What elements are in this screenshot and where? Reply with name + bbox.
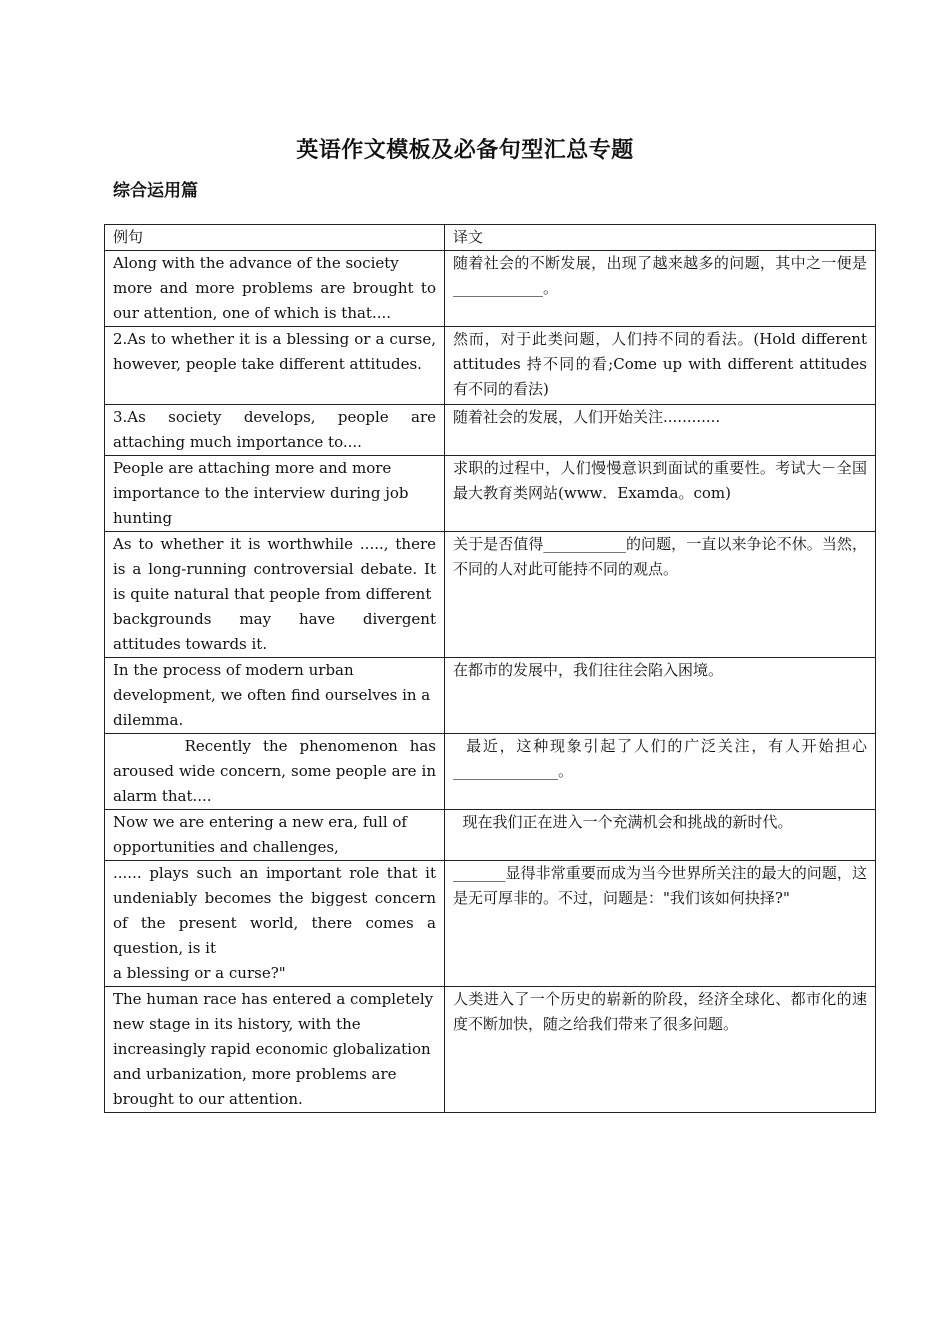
sentence-table xyxy=(104,224,876,1113)
example-cell: Recently the phenomenon has aroused wide concern, some people are in alarm that.... xyxy=(105,734,445,810)
translation-cell: 最近，这种现象引起了人们的广泛关注，有人开始担心______________。 xyxy=(445,734,876,810)
table-row xyxy=(105,251,876,327)
translation-cell: 然而，对于此类问题，人们持不同的看法。(Hold different attitudes 持不同的看;Come up with different attitudes 有不同的看法) xyxy=(445,327,876,405)
translation-cell: _______显得非常重要而成为当今世界所关注的最大的问题，这是无可厚非的。不过，问题是："我们该如何抉择?" xyxy=(445,861,876,987)
translation-cell: 求职的过程中，人们慢慢意识到面试的重要性。考试大－全国最大教育类网站(www．Examda。com) xyxy=(445,456,876,532)
translation-cell: 人类进入了一个历史的崭新的阶段，经济全球化、都市化的速度不断加快，随之给我们带来了很多问题。 xyxy=(445,987,876,1113)
table-row xyxy=(105,810,876,861)
example-cell: Now we are entering a new era, full of opportunities and challenges, xyxy=(105,810,445,861)
example-cell: ...... plays such an important role that it undeniably becomes the biggest concern of the present world, there comes a question, is it a blessing or a curse?" xyxy=(105,861,445,987)
section-heading: 综合运用篇 xyxy=(113,181,198,201)
translation-cell: 关于是否值得___________的问题，一直以来争论不休。当然，不同的人对此可能持不同的观点。 xyxy=(445,532,876,658)
translation-cell: 随着社会的不断发展，出现了越来越多的问题，其中之一便是____________。 xyxy=(445,251,876,327)
example-cell: People are attaching more and more importance to the interview during job hunting xyxy=(105,456,445,532)
table-row xyxy=(105,734,876,810)
header-translation: 译文 xyxy=(445,225,876,251)
table-row xyxy=(105,532,876,658)
header-example: 例句 xyxy=(105,225,445,251)
table-row xyxy=(105,456,876,532)
example-cell: The human race has entered a completely new stage in its history, with the increasingly rapid economic globalization and urbanization, more problems are brought to our attention. xyxy=(105,987,445,1113)
table-row xyxy=(105,405,876,456)
table-header-row xyxy=(105,225,876,251)
table-row xyxy=(105,987,876,1113)
page-title: 英语作文模板及必备句型汇总专题 xyxy=(296,137,634,163)
example-cell: In the process of modern urban development, we often find ourselves in a dilemma. xyxy=(105,658,445,734)
example-cell: 3.As society develops, people are attaching much importance to.... xyxy=(105,405,445,456)
example-cell: As to whether it is worthwhile ....., there is a long-running controversial debate. It is quite natural that people from different backgrounds may have divergent attitudes towards it. xyxy=(105,532,445,658)
translation-cell: 现在我们正在进入一个充满机会和挑战的新时代。 xyxy=(445,810,876,861)
translation-cell: 随着社会的发展，人们开始关注............ xyxy=(445,405,876,456)
example-cell: Along with the advance of the society more and more problems are brought to our attention, one of which is that.... xyxy=(105,251,445,327)
table-row xyxy=(105,658,876,734)
table-row xyxy=(105,861,876,987)
table-row xyxy=(105,327,876,405)
translation-cell: 在都市的发展中，我们往往会陷入困境。 xyxy=(445,658,876,734)
example-cell: 2.As to whether it is a blessing or a curse, however, people take different attitudes. xyxy=(105,327,445,405)
